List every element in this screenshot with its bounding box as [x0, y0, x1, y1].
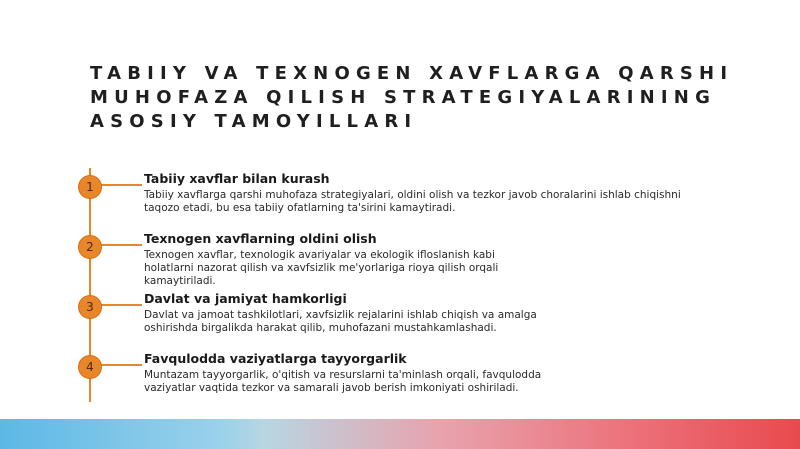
timeline-item-2 [144, 231, 529, 288]
step-badge-4: 4 [78, 355, 102, 379]
title-line: MUHOFAZA QILISH STRATEGIYALARINING [90, 87, 717, 108]
step-badge-2: 2 [78, 235, 102, 259]
item-title: Favqulodda vaziyatlarga tayyorgarlik [144, 351, 407, 366]
item-description: Tabiiy xavflarga qarshi muhofaza strategiyalari, oldini olish va tezkor javob choralarini ishlab chiqishni taqozo etadi, bu esa tabiiy ofatlarning ta'sirini kamaytiradi. [144, 189, 681, 214]
item-description: Muntazam tayyorgarlik, o'qitish va resurslarni ta'minlash orqali, favqulodda vaziyatlar vaqtida tezkor va samarali javob berish imkoniyati oshiriladi. [144, 369, 542, 394]
timeline-item-1 [144, 171, 714, 215]
timeline-item-3 [144, 291, 559, 335]
item-title: Tabiiy xavflar bilan kurash [144, 171, 330, 186]
step-badge-3: 3 [78, 295, 102, 319]
decorative-gradient-bar [0, 419, 800, 449]
page-title [90, 62, 770, 134]
title-line: TABIIY VA TEXNOGEN XAVFLARGA QARSHI [90, 63, 734, 84]
item-title: Texnogen xavflarning oldini olish [144, 231, 377, 246]
step-badge-1: 1 [78, 175, 102, 199]
item-title: Davlat va jamiyat hamkorligi [144, 291, 347, 306]
item-description: Davlat va jamoat tashkilotlari, xavfsizlik rejalarini ishlab chiqish va amalga oshirishda birgalikda harakat qilib, muhofazani mustahkamlashadi. [144, 309, 537, 334]
title-line: ASOSIY TAMOYILLARI [90, 111, 418, 132]
item-description: Texnogen xavflar, texnologik avariyalar va ekologik ifloslanish kabi holatlarni nazorat qilish va xavfsizlik me'yorlariga rioya qilish orqali kamaytiriladi. [144, 249, 499, 287]
timeline-item-4 [144, 351, 549, 395]
